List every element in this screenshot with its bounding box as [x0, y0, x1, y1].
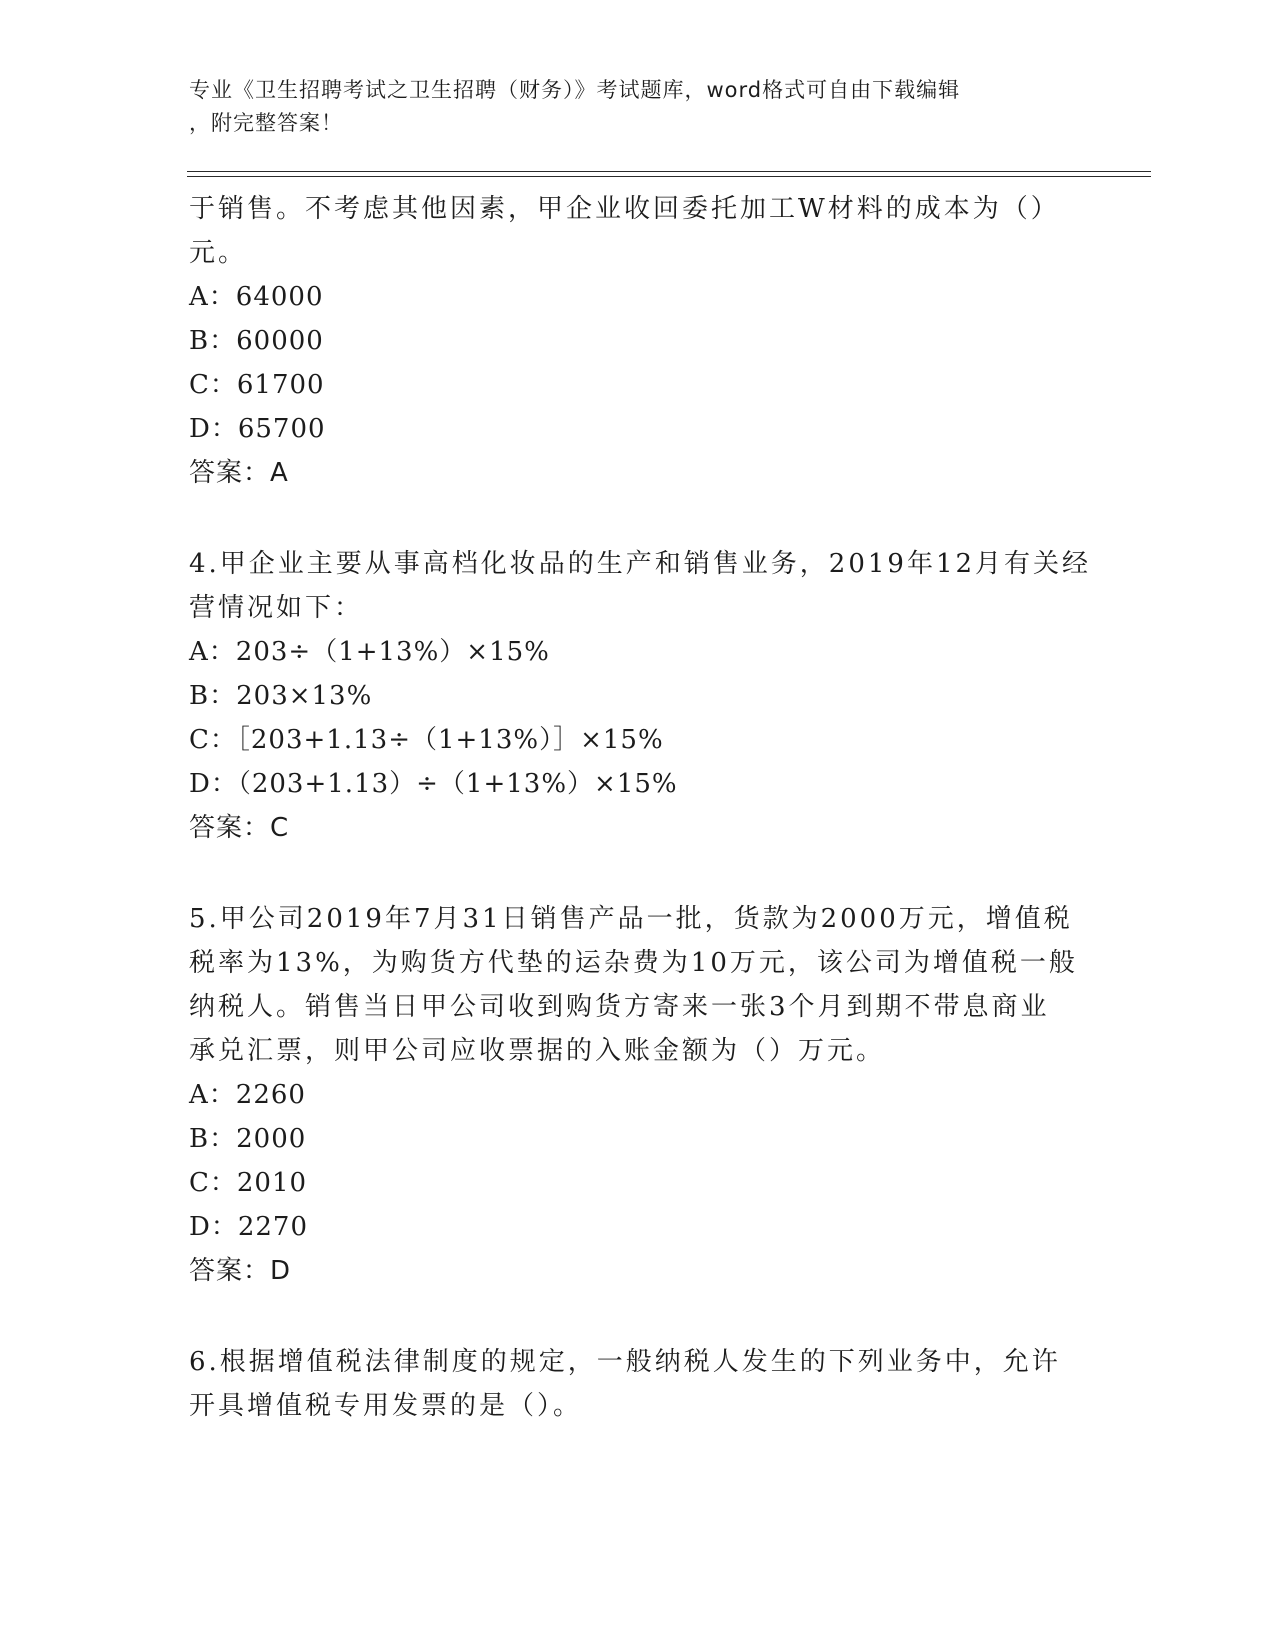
question-text: 4.甲企业主要从事高档化妆品的生产和销售业务，2019年12月有关经 — [189, 549, 1092, 579]
question-text: 5.甲公司2019年7月31日销售产品一批，货款为2000万元，增值税 — [189, 904, 1073, 934]
answer: 答案：D — [189, 1256, 292, 1286]
question-text: 6.根据增值税法律制度的规定，一般纳税人发生的下列业务中，允许 — [189, 1347, 1061, 1377]
spacer — [189, 850, 1089, 897]
question-text: 纳税人。销售当日甲公司收到购货方寄来一张3个月到期不带息商业 — [189, 992, 1050, 1022]
question-3 — [189, 187, 1089, 495]
question-text: 元。 — [189, 238, 248, 268]
question-4 — [189, 542, 1092, 850]
header-divider-top — [187, 171, 1151, 172]
option-c: C：［203+1.13÷（1+13%）］×15% — [189, 725, 664, 755]
question-text: 营情况如下： — [189, 593, 364, 623]
option-a: A：2260 — [189, 1080, 306, 1110]
option-d: D：65700 — [189, 414, 326, 444]
option-a: A：64000 — [189, 282, 324, 312]
question-text: 于销售。不考虑其他因素，甲企业收回委托加工W材料的成本为（） — [189, 194, 1060, 224]
option-d: D：（203+1.13）÷（1+13%）×15% — [189, 769, 678, 799]
answer: 答案：A — [189, 458, 289, 488]
document-header — [189, 74, 1089, 140]
option-a: A：203÷（1+13%）×15% — [189, 637, 550, 667]
question-list — [189, 187, 1092, 1428]
spacer — [189, 1293, 1089, 1340]
question-6 — [189, 1340, 1089, 1428]
question-text: 开具增值税专用发票的是（）。 — [189, 1391, 583, 1421]
answer: 答案：C — [189, 813, 290, 843]
header-line-2: ，附完整答案！ — [189, 111, 343, 135]
option-b: B：203×13% — [189, 681, 373, 711]
question-5 — [189, 897, 1089, 1293]
option-d: D：2270 — [189, 1212, 309, 1242]
question-text: 承兑汇票，则甲公司应收票据的入账金额为（）万元。 — [189, 1036, 886, 1066]
option-b: B：60000 — [189, 326, 324, 356]
header-divider-bottom — [187, 176, 1151, 177]
option-c: C：2010 — [189, 1168, 308, 1198]
spacer — [189, 495, 1089, 542]
question-text: 税率为13%，为购货方代垫的运杂费为10万元，该公司为增值税一般 — [189, 948, 1078, 978]
option-c: C：61700 — [189, 370, 325, 400]
option-b: B：2000 — [189, 1124, 307, 1154]
header-line-1: 专业《卫生招聘考试之卫生招聘（财务）》考试题库，word格式可自由下载编辑 — [189, 78, 961, 102]
